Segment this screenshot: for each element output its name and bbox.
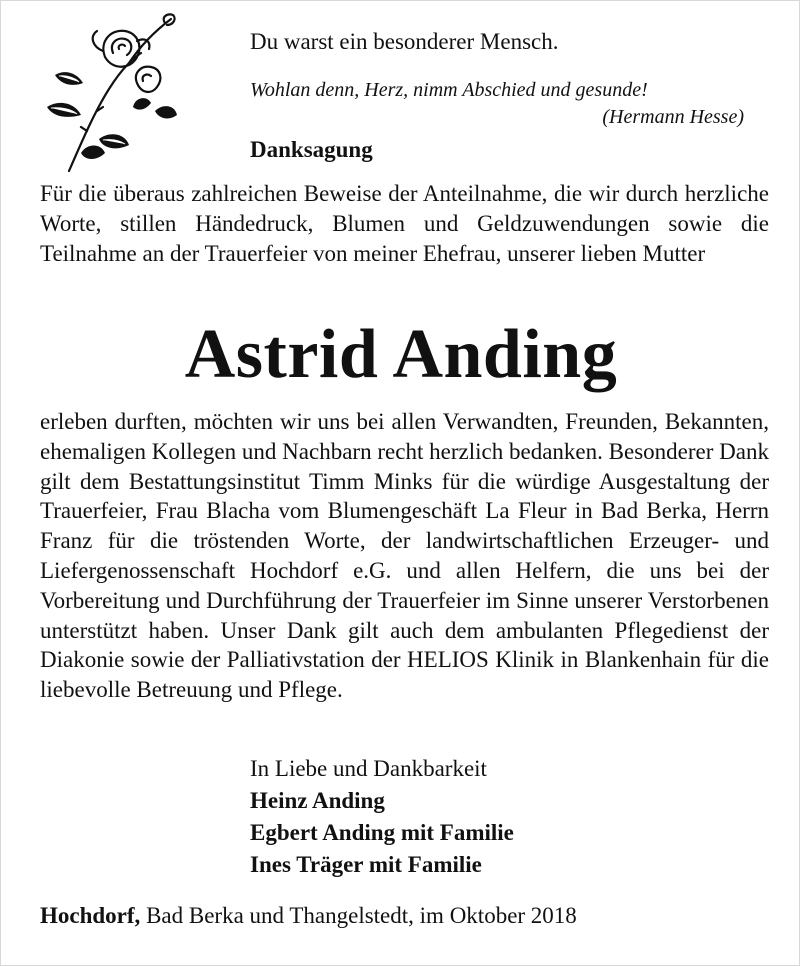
footer-rest: Bad Berka und Thangelstedt, im Oktober 2018 <box>140 903 577 928</box>
signoff <box>250 753 514 881</box>
motto: Du warst ein besonderer Mensch. <box>250 29 559 54</box>
signatory: Ines Träger mit Familie <box>250 852 482 877</box>
signatory: Egbert Anding mit Familie <box>250 820 514 845</box>
deceased-name: Astrid Anding <box>184 316 618 393</box>
paragraph-intro: Für die überaus zahlreichen Beweise der Anteilnahme, die wir durch herzliche Worte, stillen Händedruck, Blumen und Geldzuwendungen sowie die Teilnahme an der Trauerfeier von meiner Ehefrau, unserer lieben Mutter <box>40 181 769 266</box>
quote-author: (Hermann Hesse) <box>602 106 744 128</box>
paragraph-thanks: erleben durften, möchten wir uns bei allen Verwandten, Freunden, Bekannten, ehemaligen Kollegen und Nachbarn recht herzlich bedanken. Besonderer Dank gilt dem Bestattungsinstitut Timm Minks für die würdige Ausgestaltung der Trauerfeier, Frau Blacha vom Blumengeschäft La Fleur in Bad Berka, Herrn Franz für die tröstenden Worte, der landwirtschaftlichen Erzeuger- und Liefergenossenschaft Hochdorf e.G. und allen Helfern, die uns bei der Vorbereitung und Durchführung der Trauerfeier im Sinne unserer Verstorbenen unterstützt haben. Unser Dank gilt auch dem ambulanten Pflegedienst der Diakonie sowie der Palliativstation der HELIOS Klinik in Blankenhain für die liebevolle Betreuung und Pflege. <box>40 409 769 703</box>
quote <box>250 77 744 131</box>
signatory: Heinz Anding <box>250 788 385 813</box>
signoff-intro: In Liebe und Dankbarkeit <box>250 756 487 781</box>
footer-city: Hochdorf, <box>40 903 141 928</box>
footer-place-date <box>40 901 577 931</box>
rose-icon <box>37 11 182 181</box>
quote-text: Wohlan denn, Herz, nimm Abschied und gesunde! <box>250 79 648 101</box>
heading: Danksagung <box>250 137 373 162</box>
